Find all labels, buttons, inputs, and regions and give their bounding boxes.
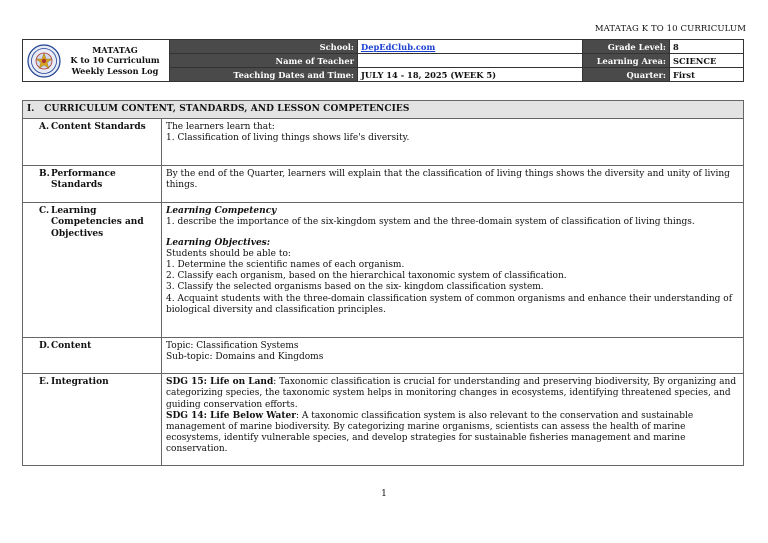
objectives-intro: Students should be able to: [166,248,291,259]
performance-standards-text: By the end of the Quarter, learners will explain that the classification of living things shows the diversity and unity of living things. [162,166,744,203]
content-text [162,338,744,374]
performance-standards-label [23,166,162,203]
school-label: School: [170,40,358,54]
content-topic: Topic: Classification Systems [166,341,299,352]
dates-label: Teaching Dates and Time: [170,68,358,82]
row-label: Performance Standards [51,169,116,191]
section-number: I. [27,104,35,114]
sdg15-title: SDG 15: Life on Land [166,377,274,388]
integration-label [23,374,162,466]
row-letter: C. [39,206,50,217]
sdg15-paragraph [166,377,739,411]
sdg14-paragraph [166,411,739,456]
school-link[interactable]: DepEdClub.com [361,41,436,52]
competency-text: 1. describe the importance of the six-kingdom system and the three-domain system of classification of living things. [166,217,695,228]
row-label: Content [51,341,92,352]
quarter-label: Quarter: [583,68,670,82]
grade-value: 8 [670,40,744,54]
row-label: Integration [51,377,109,388]
page-number: 1 [381,489,387,499]
sdg14-text: : A taxonomic classification system is also relevant to the conservation and sustainable management of marine biodiversity. By categorizing marine organisms, scientists can assess the health of marine ecosystems, identify vulnerable species, and develop strategies for sustainable fisheries management and marine conservation. [166,410,694,455]
content-standards-line: The learners learn that: [166,122,275,133]
objective-item: 3. Classify the selected organisms based on the six- kingdom classification system. [166,282,544,293]
logo-doc-type: Weekly Lesson Log [71,65,159,76]
objective-item: 1. Determine the scientific names of each organism. [166,260,405,271]
row-letter: A. [39,122,50,133]
deped-seal-icon [27,44,61,78]
teacher-value [358,54,583,68]
integration-text [162,374,744,466]
curriculum-top-label: MATATAG K TO 10 CURRICULUM [594,24,746,34]
logo-cell [23,40,170,82]
objective-item: 4. Acquaint students with the three-domain classification system of common organisms and enhance their understanding of biological diversity and classification principles. [166,293,733,315]
sdg15-text: : Taxonomic classification is crucial for understanding and preserving biodiversity, By organizing and categorizing species, the taxonomic system helps in monitoring changes in ecosystems, identifying threatened species, and guiding conservation efforts. [166,377,737,410]
section-title: CURRICULUM CONTENT, STANDARDS, AND LESSON COMPETENCIES [44,104,410,114]
objective-item: 2. Classify each organism, based on the hierarchical taxonomic system of classification. [166,271,567,282]
quarter-value: First [670,68,744,82]
grade-label: Grade Level: [583,40,670,54]
content-standards-line: 1. Classification of living things shows life's diversity. [166,133,410,144]
competencies-text [162,203,744,338]
dates-value: JULY 14 - 18, 2025 (WEEK 5) [358,68,583,82]
logo-title: MATATAG [92,44,138,55]
school-value [358,40,583,54]
row-label: Content Standards [51,122,146,133]
section-heading [23,101,744,119]
area-label: Learning Area: [583,54,670,68]
lesson-table [22,100,744,466]
row-letter: D. [39,341,50,352]
content-standards-label [23,119,162,166]
sdg14-title: SDG 14: Life Below Water [166,410,296,421]
teacher-label: Name of Teacher [170,54,358,68]
competencies-label [23,203,162,338]
content-subtopic: Sub-topic: Domains and Kingdoms [166,352,324,363]
header-table [22,39,744,82]
area-value: SCIENCE [670,54,744,68]
objectives-heading: Learning Objectives: [166,237,271,248]
row-letter: B. [39,169,50,180]
competency-heading: Learning Competency [166,206,277,217]
row-letter: E. [39,377,49,388]
content-standards-text [162,119,744,166]
content-label [23,338,162,374]
row-label: Learning Competencies and Objectives [51,206,144,239]
logo-subtitle: K to 10 Curriculum [70,55,160,66]
